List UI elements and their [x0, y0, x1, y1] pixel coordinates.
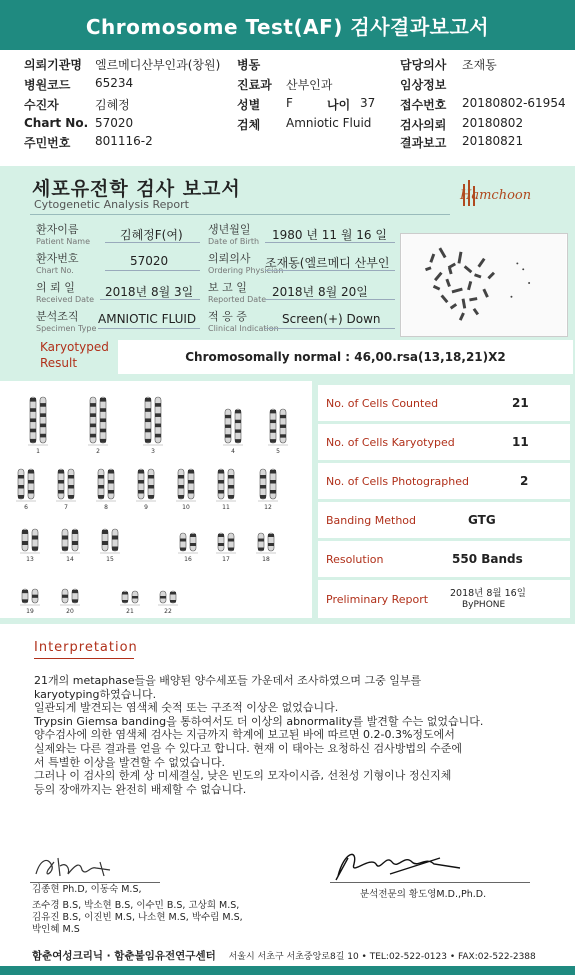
ward-label: 병동	[237, 58, 261, 72]
karyotype-result-value: Chromosomally normal : 46,00.rsa(13,18,21)X2	[185, 350, 506, 364]
stat-resolution: Resolution 550 Bands	[318, 541, 570, 577]
bottom-bar	[0, 966, 575, 975]
clinical-label: 임상정보	[400, 78, 447, 92]
chromosome-pair-21	[122, 591, 138, 603]
physician-label: 의뢰의사 Ordering Physician	[208, 252, 284, 275]
patient-name-label: 환자이름 Patient Name	[36, 223, 90, 246]
chromosome-pair-17	[218, 533, 234, 551]
specimen-label: 검체	[237, 118, 261, 132]
chromosome-pair-22	[160, 591, 176, 603]
result-label: 결과보고	[400, 136, 447, 150]
interpretation-title: Interpretation	[34, 640, 138, 655]
dept-value: 산부인과	[286, 78, 333, 92]
chromosome-pair-3	[145, 397, 161, 443]
hamchoon-logo-text: Hamchoon	[460, 188, 532, 203]
dob-label: 생년월일 Date of Birth	[208, 223, 260, 246]
chromosome-pair-6	[18, 469, 34, 499]
chromosome-pair-13	[22, 529, 38, 551]
reported-date-label: 보 고 일 Reported Date	[208, 281, 267, 304]
chromosome-label-21: 21	[126, 608, 134, 615]
chromosome-label-3: 3	[151, 448, 155, 455]
chromosome-pair-7	[58, 469, 74, 499]
stat-cells-photographed: No. of Cells Photographed 2	[318, 463, 570, 499]
received-date-label: 의 뢰 일 Received Date	[36, 281, 95, 304]
patient-name-value: 김혜정F(여)	[120, 228, 183, 242]
chromosome-pair-9	[138, 469, 154, 499]
reception-label: 접수번호	[400, 98, 447, 112]
doctor-label: 담당의사	[400, 58, 447, 72]
specimen-value: Amniotic Fluid	[286, 116, 372, 130]
request-label: 검사의뢰	[400, 118, 447, 132]
chromosome-pair-20	[62, 589, 78, 603]
chromosome-label-9: 9	[144, 504, 148, 511]
stat-cells-karyotyped: No. of Cells Karyotyped 11	[318, 424, 570, 460]
cytogenetic-report	[0, 166, 575, 624]
chromosome-label-6: 6	[24, 504, 28, 511]
footer	[32, 948, 536, 963]
stat-cells-counted: No. of Cells Counted 21	[318, 385, 570, 421]
report-title-divider	[30, 214, 450, 215]
chart-label: Chart No.	[24, 116, 89, 130]
patient-label: 수진자	[24, 98, 59, 112]
resident-label: 주민번호	[24, 136, 71, 150]
indication-value: Screen(+) Down	[282, 312, 381, 326]
karyotype-result-label: Karyotyped Result	[40, 340, 109, 370]
preliminary-via: ByPHONE	[462, 600, 506, 610]
karyogram-panel	[0, 381, 312, 618]
chromosome-pair-15	[102, 529, 118, 551]
chromosome-pair-2	[90, 397, 106, 443]
chromosome-label-11: 11	[222, 504, 230, 511]
chromosome-label-22: 22	[164, 608, 172, 615]
report-title-en: Cytogenetic Analysis Report	[34, 198, 189, 211]
stat-banding-method: Banding Method GTG	[318, 502, 570, 538]
resident-value: 801116-2	[95, 134, 153, 148]
reception-value: 20180802-61954	[462, 96, 566, 110]
chromosome-label-7: 7	[64, 504, 68, 511]
physician-value: 조재동(엘르메디 산부인	[265, 256, 390, 270]
patient-value: 김혜정	[95, 98, 130, 112]
karyotype-result-box	[118, 340, 573, 374]
chromosome-label-5: 5	[276, 448, 280, 455]
doctor-value: 조재동	[462, 58, 497, 72]
staff-signature-image	[30, 852, 140, 884]
report-title-ko: 세포유전학 검사 보고서	[32, 178, 241, 200]
director-name: 분석전문의 황도영M.D.,Ph.D.	[360, 889, 487, 900]
chromosome-label-12: 12	[264, 504, 272, 511]
dept-label: 진료과	[237, 78, 272, 92]
indication-label: 적 응 증 Clinical Indication	[208, 310, 279, 333]
age-label: 나이	[327, 98, 351, 112]
interpretation-text: 21개의 metaphase들을 배양된 양수세포들 가운데서 조사하였으며 그중 일부를 karyotyping하였습니다. 일관되게 발견되는 염색체 숫적 또는 구조적 이상은 없었습니다. Trypsin Giemsa banding을 통하여서도 더 이상의 abnormality를 발견할 수는 없었습니다. 양수검사에 의한 염색체 검사는 지금까지 학계에 보고된 바에 따르면 0.2-0.3%정도에서 실제와는 다른 결과를 얻을 수 있다고 합니다. 현재 이 태아는 요청하신 검사방법의 수준에 서 특별한 이상을 발견할 수 없었습니다. 그러나 이 검사의 한계 상 미세결실, 낮은 빈도의 모자이시즘, 선천성 기형이나 정신지체 등의 장애까지는 완전히 배제할 수 없습니다.	[34, 674, 484, 796]
metaphase-spread-image	[400, 233, 568, 337]
chart-no-value: 57020	[130, 254, 169, 268]
chromosome-pair-10	[178, 469, 194, 499]
report-title-bar	[0, 0, 575, 50]
report-title: Chromosome Test(AF) 검사결과보고서	[85, 14, 490, 39]
chromosome-label-10: 10	[182, 504, 190, 511]
sex-label: 성별	[237, 98, 261, 112]
chromosome-pair-19	[22, 589, 38, 603]
hospital-label: 의뢰기관명	[24, 58, 82, 72]
interpretation-underline	[34, 658, 134, 659]
chromosome-pair-16	[180, 533, 196, 551]
chromosome-pair-8	[98, 469, 114, 499]
preliminary-date: 2018년 8월 16일	[450, 588, 526, 599]
footer-organization: 함춘여성크리닉 · 함춘불임유전연구센터	[32, 950, 216, 962]
chromosome-pair-18	[258, 533, 274, 551]
sex-value: F	[286, 96, 293, 110]
karyogram-image	[0, 381, 312, 618]
chromosome-pair-1	[30, 397, 46, 443]
request-info-grid	[0, 52, 575, 152]
chart-value: 57020	[95, 116, 134, 130]
hospital-value: 엘르메디산부인과(창원)	[95, 58, 221, 72]
chromosome-label-18: 18	[262, 556, 270, 563]
chromosome-label-17: 17	[222, 556, 230, 563]
stat-preliminary-report: Preliminary Report 2018년 8월 16일 ByPHONE	[318, 580, 570, 618]
chromosome-label-16: 16	[184, 556, 192, 563]
request-value: 20180802	[462, 116, 524, 130]
chromosome-pair-5	[270, 409, 286, 443]
received-date-value: 2018년 8월 3일	[105, 285, 194, 299]
staff-list: 김종현 Ph.D, 이동숙 M.S, 조수경 B.S, 박소현 B.S, 이수민 B.S, 고상희 M.S, 김유진 B.S, 이진빈 M.S, 나소현 M.S, 박수림 M.S, 박인혜 M.S	[32, 884, 243, 935]
director-signature-image	[330, 846, 470, 884]
specimen-type-value: AMNIOTIC FLUID	[98, 312, 197, 326]
chromosome-label-1: 1	[36, 448, 40, 455]
chromosome-label-15: 15	[106, 556, 114, 563]
code-label: 병원코드	[24, 78, 71, 92]
code-value: 65234	[95, 76, 134, 90]
specimen-type-label: 분석조직 Specimen Type	[36, 310, 97, 333]
chromosome-label-14: 14	[66, 556, 74, 563]
chromosome-pair-12	[260, 469, 276, 499]
chromosome-label-19: 19	[26, 608, 34, 615]
age-value: 37	[360, 96, 376, 110]
chromosome-label-2: 2	[96, 448, 100, 455]
chromosome-pair-14	[62, 529, 78, 551]
reported-date-value: 2018년 8월 20일	[272, 285, 368, 299]
chromosome-label-20: 20	[66, 608, 74, 615]
footer-address: 서울시 서초구 서초중앙로8길 10 • TEL:02-522-0123 • FAX:02-522-2388	[228, 952, 536, 962]
chromosome-label-8: 8	[104, 504, 108, 511]
chromosome-label-13: 13	[26, 556, 34, 563]
result-value: 20180821	[462, 134, 524, 148]
chromosome-pair-4	[225, 409, 241, 443]
chromosome-label-4: 4	[231, 448, 235, 455]
dob-value: 1980 년 11 월 16 일	[272, 228, 387, 242]
chromosome-pair-11	[218, 469, 234, 499]
chart-no-label: 환자번호 Chart No.	[36, 252, 79, 275]
